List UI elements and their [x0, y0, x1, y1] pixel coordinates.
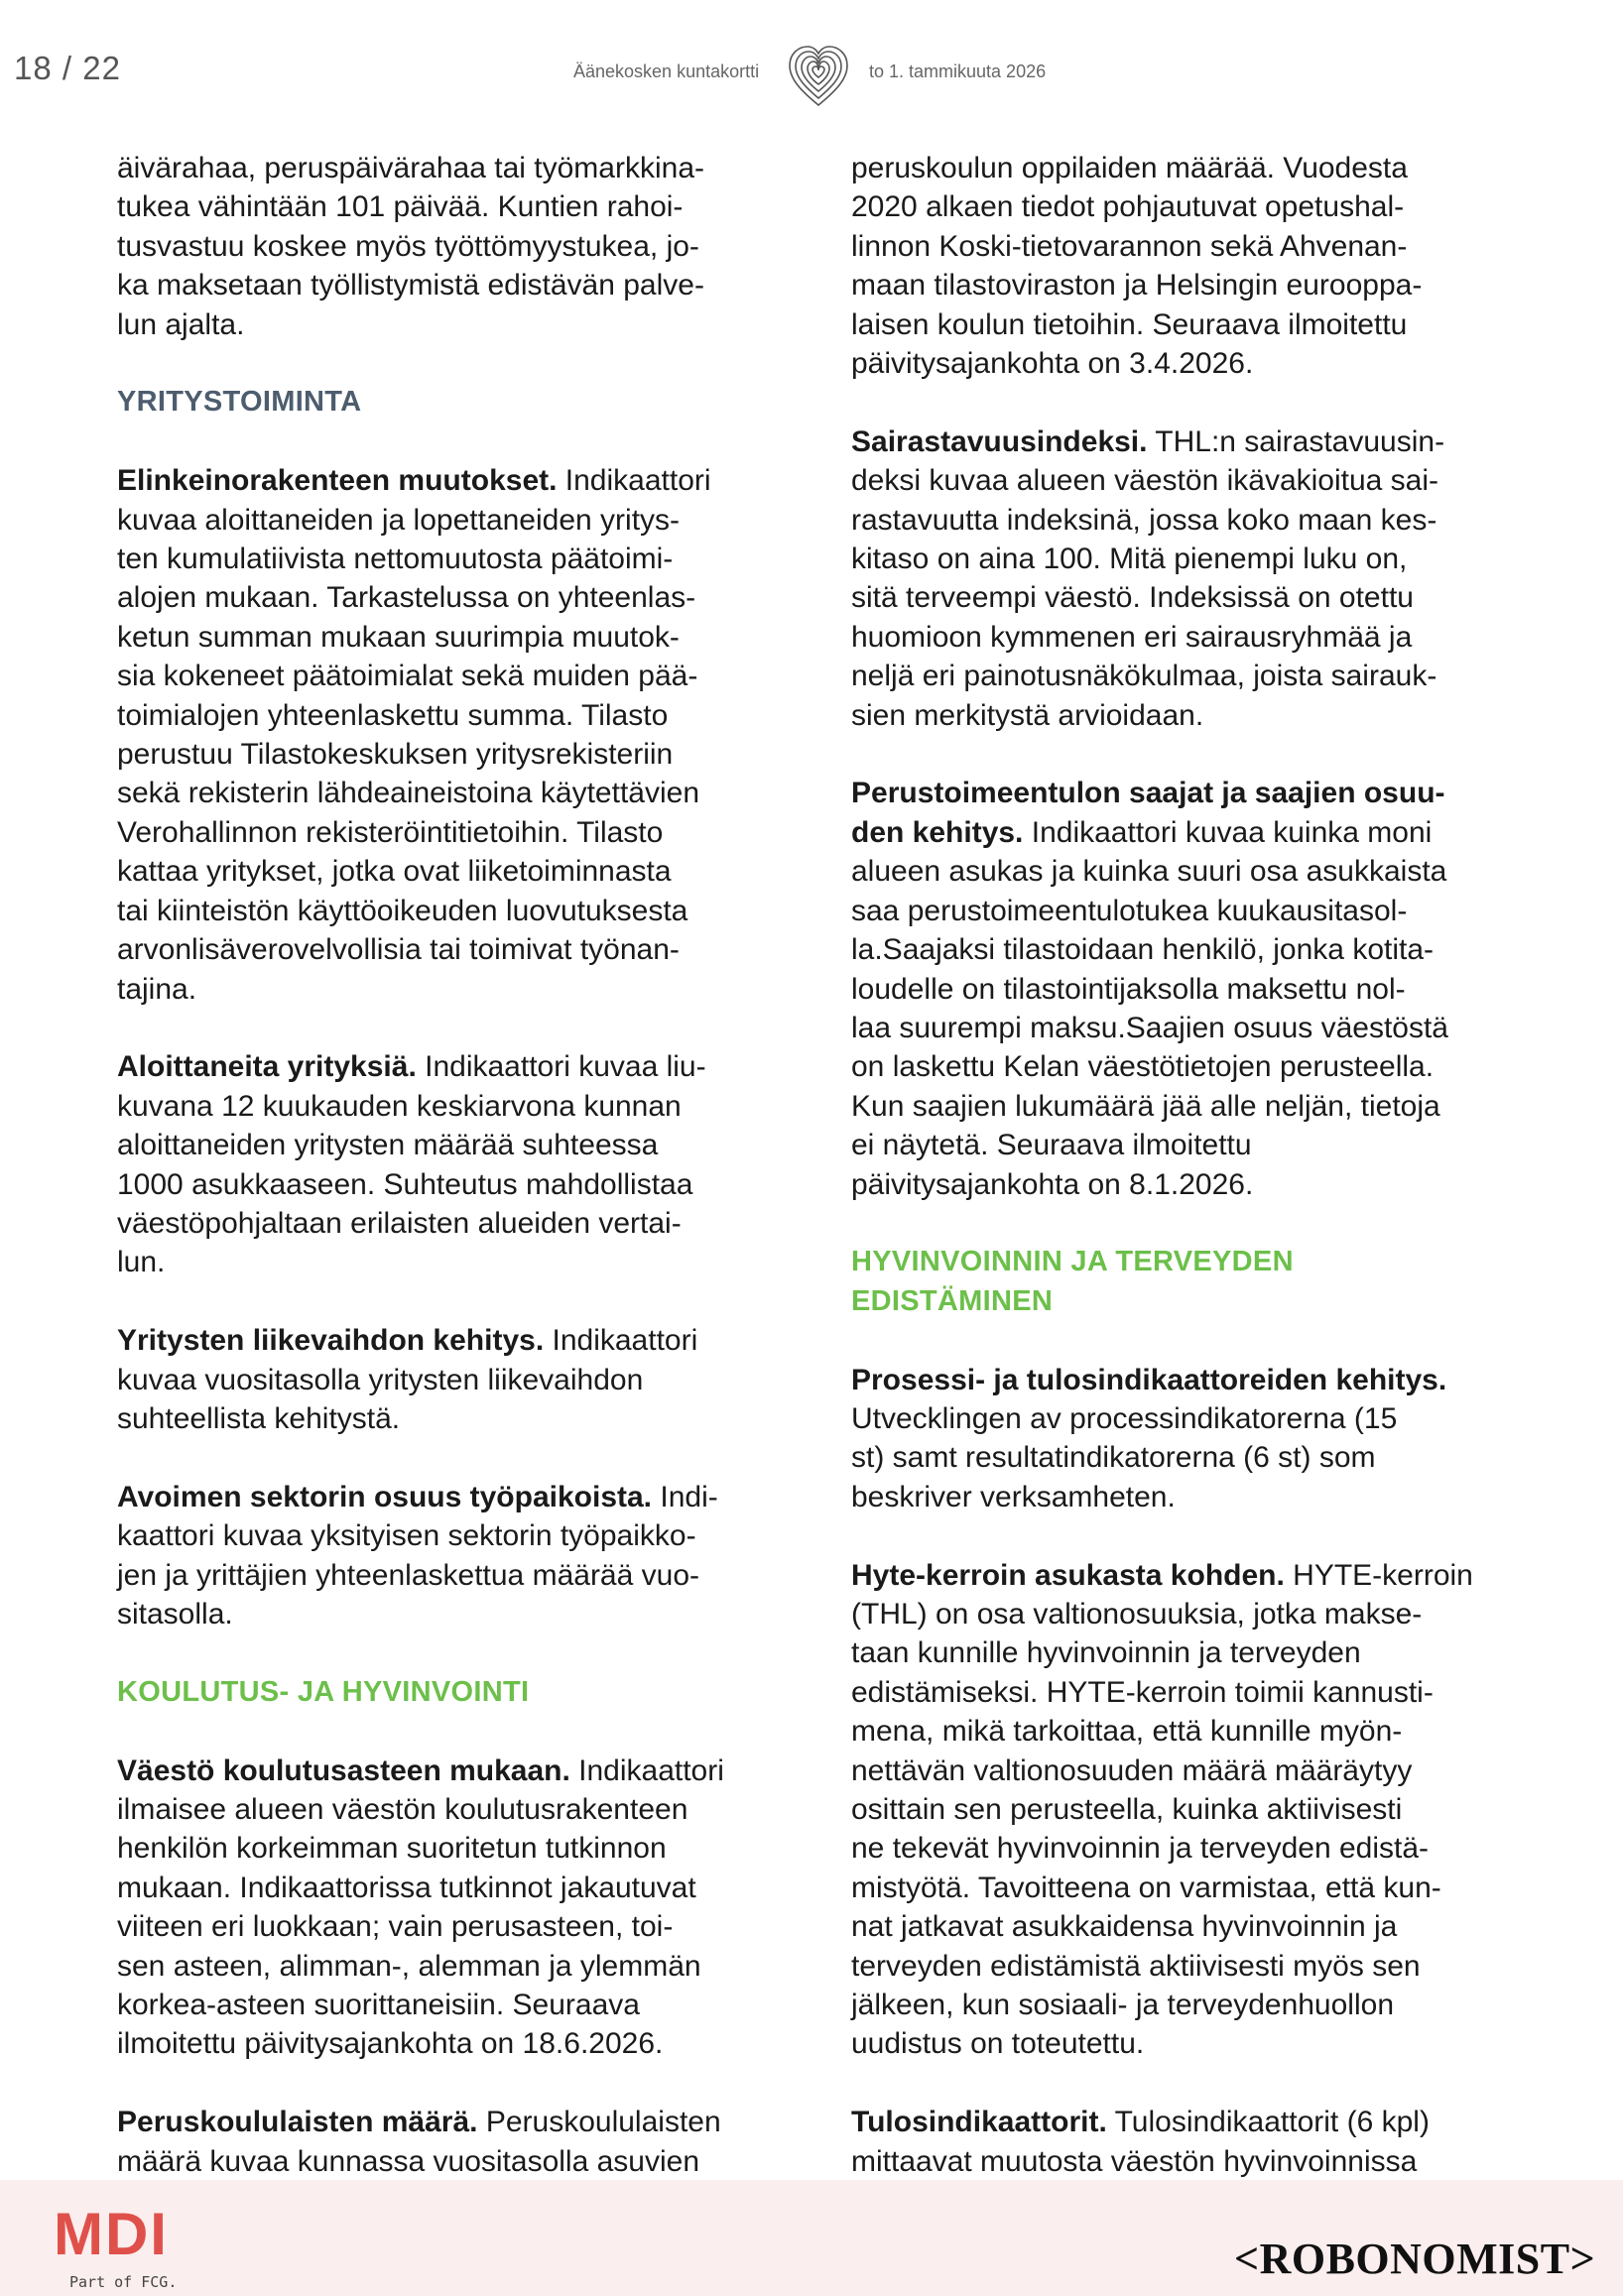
term-body: Indikaattori ilmaisee alueen väestön koulutusrakenteen henkilön korkeimman suoritetun tutkinnon mukaan. Indikaattorissa tutkinnot jakautuvat viiteen eri luokkaan; vain perusasteen, toi- sen asteen, alimman-, alemman ja ylemmän korkea-asteen suorittaneisiin. Seuraava ilmoitettu päivitysajankohta on 18.6.2026.	[117, 1753, 724, 2061]
term-title: Avoimen sektorin osuus työpaikoista.	[117, 1480, 653, 1513]
paragraph: äivärahaa, peruspäivärahaa tai työmarkkina- tukea vähintään 101 päivää. Kuntien rahoi- tusvastuu koskee myös työttömyystukea, jo- ka maksetaan työllistymistä edistävän palve- lun ajalta.	[117, 152, 704, 341]
left-column	[117, 149, 772, 2220]
term-body: Tulosindikaattorit (6 kpl) mittaavat muutosta väestön hyvinvoinnissa	[851, 2106, 1430, 2178]
paragraph-liikevaihto	[117, 1321, 772, 1438]
page-header	[0, 0, 1623, 139]
right-column	[851, 149, 1506, 2220]
term-title: Hyte-kerroin asukasta kohden.	[851, 1558, 1285, 1592]
document-date: to 1. tammikuuta 2026	[869, 61, 1047, 81]
term-body: Peruskoululaisten määrä kuvaa kunnassa vuositasolla asuvien	[117, 2106, 721, 2178]
paragraph: peruskoulun oppilaiden määrää. Vuodesta 2020 alkaen tiedot pohjautuvat opetushal- linnon Koski-tietovarannon sekä Ahvenan- maan tilastoviraston ja Helsingin eurooppa- laisen koulun tietoihin. Seuraava ilmoitettu päivitysajankohta on 3.4.2026.	[851, 152, 1423, 381]
term-title: Peruskoululaisten määrä.	[117, 2106, 478, 2139]
term-title: Väestö koulutusasteen mukaan.	[117, 1753, 570, 1787]
term-title: Tulosindikaattorit.	[851, 2106, 1107, 2139]
mdi-logo: MDI	[54, 2201, 169, 2267]
fingerprint-heart-icon	[784, 40, 853, 111]
term-body: Indikaattori kuvaa vuositasolla yritysten liikevaihdon suhteellista kehitystä.	[117, 1324, 698, 1435]
term-body: Indikaattori kuvaa aloittaneiden ja lopettaneiden yritys- ten kumulatiivista nettomuutosta päätoimi- alojen mukaan. Tarkastelussa on yhteenlas- ketun summan mukaan suurimpia muutok- sia kokeneet päätoimialat sekä muiden pää- toimialojen yhteenlaskettu summa. Tilasto perustuu Tilastokeskuksen yritysrekisteriin sekä rekisterin lähdeaineistoina käytettävien Verohallinnon rekisteröintitietoihin. Tilasto kattaa yritykset, jotka ovat liiketoiminnasta tai kiinteistön käyttöoikeuden luovutuksesta arvonlisäverovelvollisia tai toimivat työnan- tajina.	[117, 464, 711, 1006]
paragraph-perustoimeentulo	[851, 774, 1506, 1203]
paragraph-avoin-sektori	[117, 1478, 772, 1634]
paragraph-tulosindikaattorit	[851, 2103, 1506, 2181]
document-title: Äänekosken kuntakortti	[573, 61, 760, 81]
section-heading-hyvinvointi: HYVINVOINNIN JA TERVEYDEN EDISTÄMINEN	[851, 1246, 1294, 1317]
section-heading-koulutus: KOULUTUS- JA HYVINVOINTI	[117, 1675, 530, 1708]
term-title: Yritysten liikevaihdon kehitys.	[117, 1324, 545, 1358]
section-heading-yritystoiminta: YRITYSTOIMINTA	[117, 386, 362, 419]
paragraph-peruskoululaiset	[117, 2103, 772, 2181]
term-body: Indikaattori kuvaa liu- kuvana 12 kuukauden keskiarvona kunnan aloittaneiden yritysten määrää suhteessa 1000 asukkaaseen. Suhteutus mahdollistaa väestöpohjaltaan erilaisten alueiden vertai- lun.	[117, 1050, 706, 1279]
robonomist-logo: <ROBONOMIST>	[1234, 2235, 1596, 2283]
term-body: THL:n sairastavuusin- deksi kuvaa alueen väestön ikävakioitua sai- rastavuutta indeksinä, jossa koko maan kes- kitaso on aina 100. Mitä pienempi luku on, sitä terveempi väestö. Indeksissä on otettu huomioon kymmenen eri sairausryhmää ja neljä eri painotusnäkökulmaa, joista sairauk- sien merkitystä arvioidaan.	[851, 424, 1445, 732]
paragraph-prosessi	[851, 1361, 1506, 1517]
term-body: Indi- kaattori kuvaa yksityisen sektorin työpaikko- jen ja yrittäjien yhteenlaskettua määrää vuo- sitasolla.	[117, 1480, 718, 1631]
paragraph-koulutusaste	[117, 1752, 772, 2064]
page-indicator: 18 / 22	[14, 50, 121, 86]
term-title: Elinkeinorakenteen muutokset.	[117, 464, 558, 498]
paragraph-sairastavuus	[851, 423, 1506, 735]
term-title: Aloittaneita yrityksiä.	[117, 1050, 417, 1084]
term-title: Prosessi- ja tulosindikaattoreiden kehitys.	[851, 1363, 1447, 1396]
paragraph-elinkeinorakenne	[117, 461, 772, 1009]
term-body: Indikaattori kuvaa kuinka moni alueen asukas ja kuinka suuri osa asukkaista saa perustoimeentulotukea kuukausitasol- la.Saajaksi tilastoidaan henkilö, jonka kotita- loudelle on tilastointijaksolla maksettu nol- laa suurempi maksu.Saajien osuus väestöstä on laskettu Kelan väestötietojen perusteella. Kun saajien lukumäärä jää alle neljän, tietoja ei näytetä. Seuraava ilmoitettu päivitysajankohta on 8.1.2026.	[851, 815, 1448, 1201]
paragraph-aloittaneita	[117, 1047, 772, 1281]
mdi-tagline: Part of FCG.	[69, 2273, 178, 2291]
term-body: Utvecklingen av processindikatorerna (15 st) samt resultatindikatorerna (6 st) som beskriver verksamheten.	[851, 1401, 1398, 1513]
term-title: Sairastavuusindeksi.	[851, 424, 1148, 458]
term-body: HYTE-kerroin (THL) on osa valtionosuuksia, jotka makse- taan kunnille hyvinvoinnin ja terveyden edistämiseksi. HYTE-kerroin toimii kannusti- mena, mikä tarkoittaa, että kunnille myön- nettävän valtionosuuden määrä määräytyy osittain sen perusteella, kuinka aktiivisesti ne tekevät hyvinvoinnin ja terveyden edistä- mistyötä. Tavoitteena on varmistaa, että kun- nat jatkavat asukkaidensa hyvinvoinnin ja terveyden edistämistä aktiivisesti myös sen jälkeen, kun sosiaali- ja terveydenhuollon uudistus on toteutettu.	[851, 1558, 1473, 2061]
paragraph-hyte	[851, 1556, 1506, 2064]
term-title: Perustoimeentulon saajat ja saajien osuu- den kehitys.	[851, 777, 1445, 849]
